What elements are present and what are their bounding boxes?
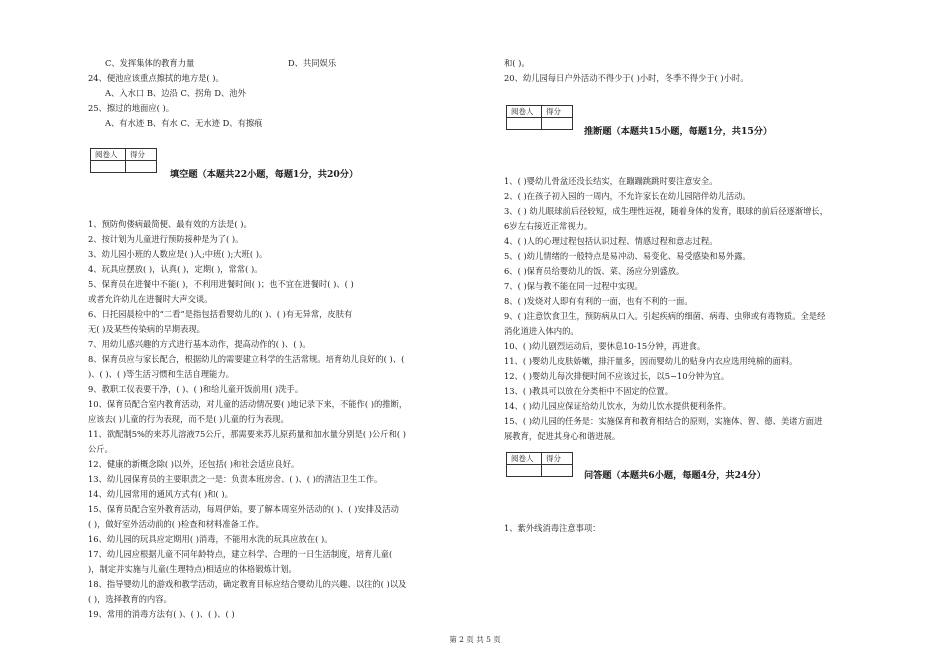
question-20: 20、幼儿园每日户外活动不得少于( )小时，冬季不得少于( )小时。 [504,73,749,83]
judge-line: 6、( )保育员给婴幼儿的饭、菜、汤应分别盛放。 [504,266,685,276]
fill-line: 15、保育员配合室外教育活动，每周伊始，要了解本周室外活动的( )、( )安排及活动 [88,504,399,514]
score-box [90,148,157,173]
fill-line: 6、日托园晨检中的“二看”是指包括看婴幼儿的( )、( )有无异常，皮肤有 [88,309,353,319]
fill-line: 13、幼儿园保育员的主要职责之一是：负责本班房舍、( )、( )的清洁卫生工作。 [88,474,383,484]
fill-line: 4、玩具应摆放( )，认真( )，定期( )，常常( )。 [88,264,263,274]
fill-line: 12、健康的新概念除( )以外，还包括( )和社会适应良好。 [88,459,300,469]
judge-line: 5、( )幼儿情绪的一般特点是易冲动、易变化、易受感染和易外露。 [504,251,751,261]
score-box [506,105,573,130]
judge-line: 11、( )婴幼儿皮肤娇嫩，排汗量多，因而婴幼儿的贴身内衣应选用纯棉的面料。 [504,356,798,366]
fill-line: 应该去( )儿童的行为表现，而不是( )儿童的行为表现。 [88,414,289,424]
fill-line: 9、教职工仪表要干净，( )、( )和给儿童开饭前用( )洗手。 [88,384,304,394]
fill-line: 或者允许幼儿在进餐时大声交谈。 [88,294,213,304]
fill-line: 7、用幼儿感兴趣的方式进行基本动作，提高动作的( )、( )。 [88,339,311,349]
fill-line: 16、幼儿园的玩具应定期用( )消毒，不能用水洗的玩具应放在( )。 [88,534,333,544]
judge-line: 7、( )保与教不能在同一过程中实现。 [504,281,643,291]
score-label: 得分 [542,453,573,465]
score-cell[interactable] [542,118,573,130]
score-cell[interactable] [542,465,573,477]
judge-line: 3、( ) 幼儿眼球前后径较短，成生理性远视，随着身体的发育，眼球的前后径逐渐增长， [504,206,829,216]
fill-line: 无( )及某些传染病的早期表现。 [88,324,205,334]
grader-label: 阅卷人 [507,453,542,465]
score-label: 得分 [542,106,573,118]
judge-line: 4、( )人的心理过程包括认识过程、情感过程和意志过程。 [504,236,718,246]
grader-cell[interactable] [507,118,542,130]
question-25: 25、擦过的地面应( )。 [88,103,175,113]
fill-line: 10、保育员配合室内教育活动，对儿童的活动情况要( )地记录下来，不能作( )的推断， [88,399,408,409]
fill-line: 5、保育员在进餐中不能( )，不利用进餐时间( )；也不宜在进餐时( )、( ) [88,279,354,289]
option-line-c: C、发挥集体的教育力量 [105,58,195,68]
fill-line: 18、指导婴幼儿的游戏和教学活动，确定教育目标应结合婴幼儿的兴趣、以往的( )以及 [88,579,407,589]
fill-line: 11、欲配制5%的来苏儿溶液75公斤，那需要来苏儿原药量和加水量分别是( )公斤和( ) [88,429,407,439]
judge-line: 展教育，促进其身心和谐进展。 [504,431,621,441]
section-title-fill: 填空题（本题共22小题，每题1分，共20分） [170,169,359,180]
continuation-line: 和( )。 [504,58,530,68]
fill-line: ( )，选择教育的内容。 [88,594,172,604]
question-24-options: A、入水口 B、边沿 C、拐角 D、池外 [105,88,246,98]
judge-line: 消化道进入体内的。 [504,326,579,336]
judge-line: 1、( )婴幼儿骨盆还没长结实，在蹦蹦跳跳时要注意安全。 [504,176,718,186]
judge-line: 13、( )教具可以放在分类柜中不固定的位置。 [504,386,674,396]
grader-cell[interactable] [507,465,542,477]
page-footer: 第 2 页 共 5 页 [449,635,501,644]
fill-line: 14、幼儿园常用的通风方式有( )和( )。 [88,489,233,499]
judge-line: 2、( )在孩子初入园的一周内，不允许家长在幼儿园陪伴幼儿活动。 [504,191,751,201]
section-title-judge: 推断题（本题共15小题，每题1分，共15分） [584,126,773,137]
question-24: 24、便池应该重点擦拭的地方是( )。 [88,73,224,83]
qa-question-1: 1、紫外线消毒注意事项： [504,523,601,533]
fill-line: 公斤。 [88,444,113,454]
judge-line: 10、( )幼儿剧烈运动后，要休息10-15分钟，再进食。 [504,341,706,351]
fill-line: )，制定并实施与儿童(生理特点)相适应的体格锻炼计划。 [88,564,297,574]
judge-line: 12、( )婴幼儿每次排便时间不应该过长，以5~10分钟为宜。 [504,371,729,381]
fill-line: 17、幼儿园应根据儿童不同年龄特点，建立科学、合理的一日生活制度，培育儿童( [88,549,393,559]
score-label: 得分 [126,149,157,161]
option-line-d: D、共同娱乐 [288,58,337,68]
fill-line: 19、常用的消毒方法有( )、( )、( )、( ) [88,609,235,619]
judge-line: 9、( )注意饮食卫生，预防病从口入。引起疾病的细菌、病毒、虫卵或有毒物质。全是经 [504,311,826,321]
judge-line: 8、( )发烧对人即有有利的一面，也有不利的一面。 [504,296,693,306]
fill-line: 3、幼儿园小班的人数应是( )人;中班( );大班( )。 [88,249,268,259]
judge-line: 6岁左右接近正常视力。 [504,221,593,231]
fill-line: )、( )、( )等生活习惯和生活自理能力。 [88,369,234,379]
fill-line: 8、保育员应与家长配合，根据幼儿的需要建立科学的生活常规。培育幼儿良好的( )、( [88,354,405,364]
grader-cell[interactable] [91,161,126,173]
score-box [506,452,573,477]
fill-line: 2、按计划为儿童进行预防接种是为了( )。 [88,234,244,244]
score-cell[interactable] [126,161,157,173]
question-25-options: A、有水迹 B、有水 C、无水迹 D、有擦痕 [105,118,263,128]
fill-line: 1、预防佝偻病最简便、最有效的方法是( )。 [88,219,252,229]
grader-label: 阅卷人 [91,149,126,161]
fill-line: ( )，做好室外活动前的( )检查和材料准备工作。 [88,519,264,529]
judge-line: 14、( )幼儿园应保证给幼儿饮水，为幼儿饮水提供便利条件。 [504,401,732,411]
grader-label: 阅卷人 [507,106,542,118]
section-title-qa: 问答题（本题共6小题，每题4分，共24分） [584,470,766,481]
judge-line: 15、( )幼儿园的任务是：实施保育和教育相结合的原则，实施体、智、德、美诸方面进 [504,416,823,426]
